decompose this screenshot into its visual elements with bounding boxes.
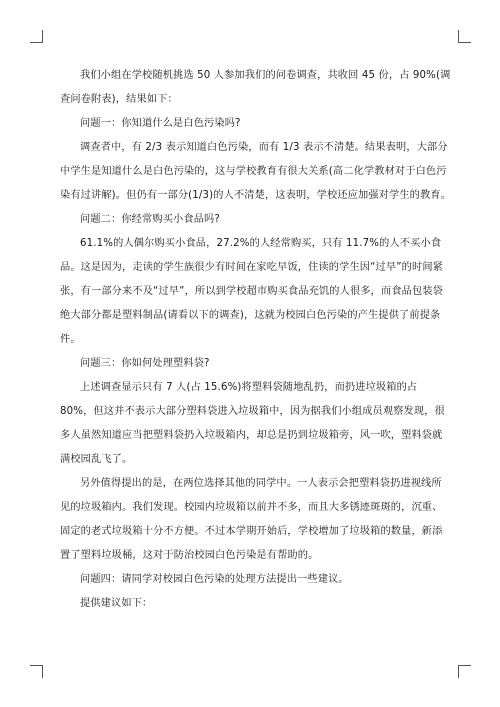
answer-3-continued [60,472,448,568]
crop-mark-bottom-right [458,665,471,678]
text-line: 查问卷附表)，结果如下： [60,94,178,105]
answer-2 [60,232,448,352]
answer-1 [60,136,452,208]
text-line: 固定的老式垃圾箱十分不方便。不过本学期开始后，学校增加了垃圾箱的数量，新添 [60,526,443,537]
text-line: 置了塑料垃圾桶，这对于防治校园白色污染是有帮助的。 [60,550,319,561]
text-line: 61.1%的人偶尔购买小食品，27.2%的人经常购买，只有 11.7%的人不买小食 [80,238,442,249]
text-line: 绝大部分都是塑料制品(请看以下的调查)，这就为校园白色污染的产生提供了前提条 [60,310,441,321]
crop-mark-top-right [458,30,471,43]
crop-mark-top-left [30,30,43,43]
paragraph-intro [60,64,451,112]
text-line: 件。 [60,334,81,345]
text-line: 张，有一部分来不及“过早”，所以到学校超市购买食品充饥的人很多，而食品包装袋 [60,286,444,297]
text-line: 中学生是知道什么是白色污染的，这与学校教育有很大关系(高二化学教材对于白色污 [60,166,447,177]
question-heading: 问题三：你如何处理塑料袋? [80,358,210,369]
question-2 [60,208,448,232]
document-body [60,64,452,616]
text-line: 上述调查显示只有 7 人(占 15.6%)将塑料袋随地乱扔，而扔进垃圾箱的占 [80,382,418,393]
crop-mark-bottom-left [30,665,43,678]
question-1 [60,112,448,136]
question-heading: 问题一：你知道什么是白色污染吗? [80,118,241,129]
question-3 [60,352,448,376]
question-heading: 问题二：你经常购买小食品吗? [80,214,220,225]
text-line: 多人虽然知道应当把塑料袋扔入垃圾箱内，却总是扔到垃圾箱旁，风一吹，塑料袋就 [60,430,443,441]
text-line: 品。这是因为，走读的学生族很少有时间在家吃早饭，住读的学生因“过早”的时间紧 [60,262,444,273]
text-line: 提供建议如下： [80,598,153,609]
text-line: 满校园乱飞了。 [60,454,133,465]
question-heading: 问题四：请同学对校园白色污染的处理方法提出一些建议。 [80,574,349,585]
text-line: 另外值得提出的是，在两位选择其他的同学中。一人表示会把塑料袋扔进视线所 [80,478,442,489]
text-line: 调查者中，有 2/3 表示知道白色污染，而有 1/3 表示不清楚。结果表明，大部分 [80,142,448,153]
question-4 [60,568,448,592]
answer-3 [60,376,448,472]
text-line: 染有过讲解)。但仍有一部分(1/3)的人不清楚，这表明，学校还应加强对学生的教育。 [60,190,452,201]
text-line: 我们小组在学校随机挑选 50 人参加我们的问卷调查，共收回 45 份，占 90%(调 [80,70,451,81]
text-line: 80%，但这并不表示大部分塑料袋进入垃圾箱中，因为据我们小组成员观察发现，很 [60,406,445,417]
answer-4 [60,592,448,616]
text-line: 见的垃圾箱内。我们发现。校园内垃圾箱以前并不多，而且大多锈迹斑斑的，沉重、 [60,502,443,513]
